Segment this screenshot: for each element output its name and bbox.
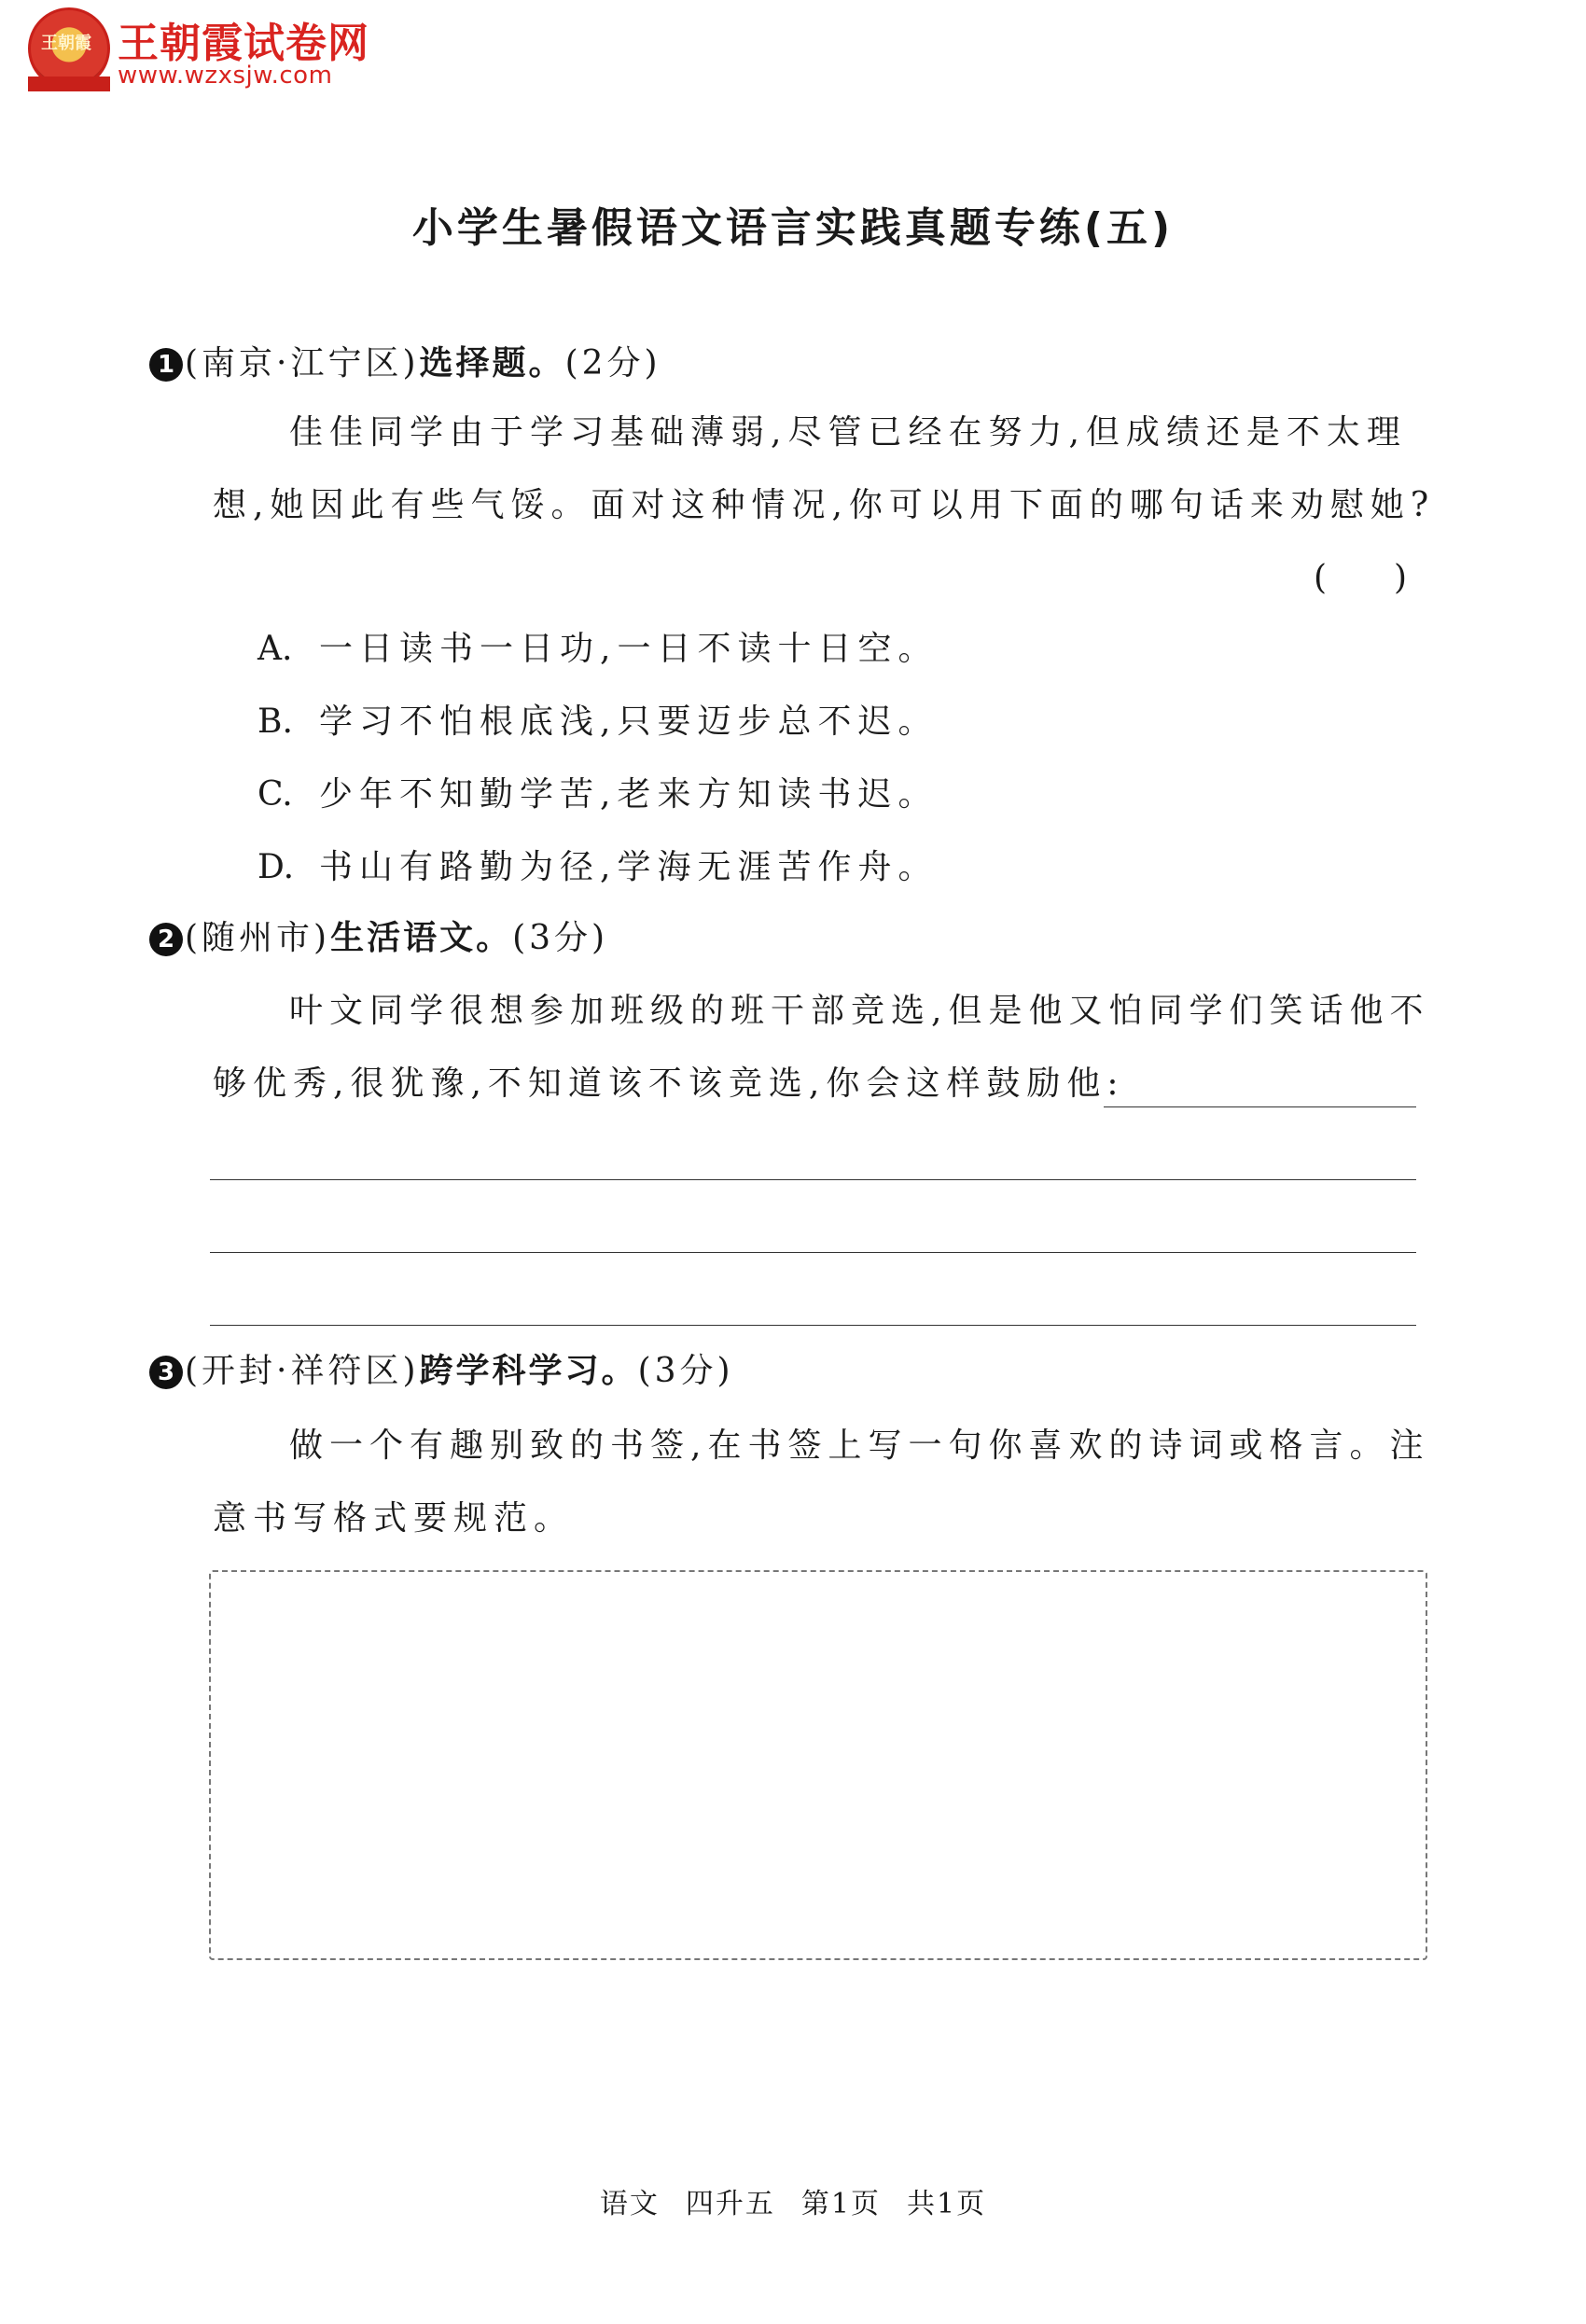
question-kind: 跨学科学习。 [419,1352,638,1390]
brand-name: 王朝霞试卷网 [118,20,369,67]
question-1-header [149,341,661,386]
question-number: 2 [149,923,183,956]
option-c[interactable] [257,772,938,817]
option-b[interactable] [257,700,938,745]
answer-line-3[interactable] [210,1325,1416,1326]
question-1-text-line-1: 佳佳同学由于学习基础薄弱,尽管已经在努力,但成绩还是不太理 [289,413,1407,452]
option-letter: D. [257,848,295,886]
option-a[interactable] [257,627,938,672]
answer-line-2[interactable] [210,1252,1416,1253]
option-text: 学习不怕根底浅,只要迈步总不迟。 [319,703,939,741]
question-source: (南京·江宁区) [185,344,420,383]
question-3-text-line-1: 做一个有趣别致的书签,在书签上写一句你喜欢的诗词或格言。注 [289,1426,1430,1465]
footer-grade: 四升五 [685,2188,775,2220]
option-text: 一日读书一日功,一日不读十日空。 [319,630,939,668]
option-text: 少年不知勤学苦,老来方知读书迟。 [319,775,939,814]
site-logo [28,7,420,101]
footer-subject: 语文 [599,2188,660,2220]
option-d[interactable] [257,845,938,890]
question-2-text-line-1: 叶文同学很想参加班级的班干部竞选,但是他又怕同学们笑话他不 [289,992,1430,1030]
option-letter: A. [257,630,293,668]
answer-line-inline[interactable] [1104,1106,1416,1107]
option-text: 书山有路勤为径,学海无涯苦作舟。 [319,848,939,886]
footer-page: 第1页 [800,2188,881,2220]
question-1-text-line-2: 想,她因此有些气馁。面对这种情况,你可以用下面的哪句话来劝慰她? [213,486,1436,524]
option-letter: C. [257,775,293,814]
option-letter: B. [257,703,293,741]
question-3-text-line-2: 意书写格式要规范。 [213,1499,575,1538]
question-number: 1 [149,348,183,382]
footer-total: 共1页 [907,2188,987,2220]
question-source: (随州市) [185,919,331,957]
website-url[interactable]: www.wzxsjw.com [118,62,333,90]
bookmark-drawing-box[interactable] [209,1570,1427,1960]
answer-bracket[interactable]: ( ) [1314,559,1408,597]
seal-text: 王朝霞 [41,34,91,53]
question-score: (3分) [512,919,609,957]
question-3-header [149,1349,734,1394]
question-kind: 生活语文。 [330,919,513,957]
question-kind: 选择题。 [419,344,565,383]
question-source: (开封·祥符区) [185,1352,420,1390]
seal-ribbon [28,77,110,91]
question-score: (3分) [637,1352,734,1390]
question-number: 3 [149,1356,183,1389]
answer-line-1[interactable] [210,1179,1416,1180]
page-title: 小学生暑假语文语言实践真题专练(五) [411,204,1175,252]
page-footer [0,2180,1586,2221]
question-2-header [149,916,608,961]
question-2-text-line-2: 够优秀,很犹豫,不知道该不该竞选,你会这样鼓励他: [213,1065,1125,1103]
question-score: (2分) [564,344,661,383]
